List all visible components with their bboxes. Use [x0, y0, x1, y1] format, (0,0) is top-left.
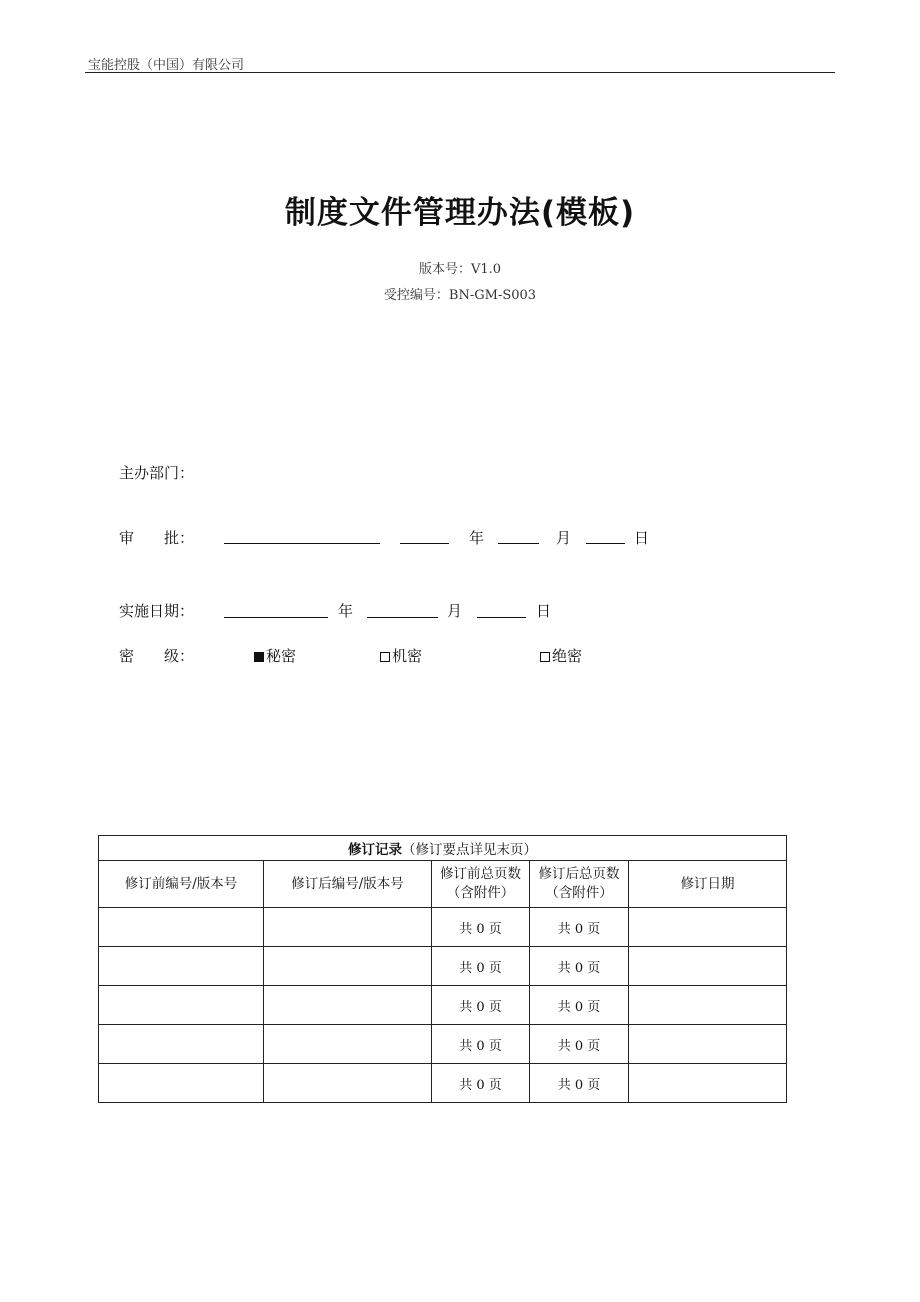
before-pages-cell: 共 0 页: [432, 1025, 530, 1064]
before-version-cell[interactable]: [99, 1064, 264, 1103]
secrecy-option-top-secret[interactable]: [540, 645, 582, 666]
table-row: [99, 947, 787, 986]
before-pages-cell: 共 0 页: [432, 947, 530, 986]
secrecy-label: 密 级：: [119, 647, 195, 665]
revision-table-header-row: [99, 861, 787, 908]
secrecy-option-confidential[interactable]: [380, 645, 422, 666]
before-version-cell[interactable]: [99, 986, 264, 1025]
department-field: [119, 462, 194, 483]
after-pages-cell: 共 0 页: [530, 1064, 629, 1103]
revision-record-table: [98, 835, 787, 1103]
approver-signature-blank[interactable]: [224, 543, 380, 544]
before-pages-cell: 共 0 页: [432, 908, 530, 947]
after-pages-cell: 共 0 页: [530, 986, 629, 1025]
revision-table-title: [99, 836, 787, 861]
revision-date-cell[interactable]: [629, 986, 787, 1025]
implement-year-unit: 年: [338, 602, 354, 620]
column-header: [530, 861, 629, 908]
revision-title-note: （修订要点详见末页）: [402, 842, 537, 858]
secrecy-option-secret[interactable]: [254, 645, 296, 666]
approval-label: 审 批：: [119, 529, 195, 547]
approval-month-unit: 月: [556, 529, 572, 547]
before-version-cell[interactable]: [99, 947, 264, 986]
after-version-cell[interactable]: [264, 908, 432, 947]
revision-date-cell[interactable]: [629, 1064, 787, 1103]
secrecy-option-label: 机密: [392, 647, 423, 665]
revision-title-bold: 修订记录: [348, 842, 402, 858]
table-row: [99, 986, 787, 1025]
after-version-cell[interactable]: [264, 947, 432, 986]
implement-date-label: 实施日期：: [119, 602, 195, 620]
implement-day-blank[interactable]: [477, 617, 526, 618]
implement-date-field: [119, 600, 194, 621]
after-pages-cell: 共 0 页: [530, 908, 629, 947]
table-row: [99, 1025, 787, 1064]
company-name: 宝能控股（中国）有限公司: [88, 58, 245, 73]
implement-month-unit: 月: [447, 602, 463, 620]
control-number: 受控编号：BN-GM-S003: [383, 288, 537, 303]
implement-day-unit: 日: [536, 602, 552, 620]
table-row: [99, 908, 787, 947]
before-pages-cell: 共 0 页: [432, 1064, 530, 1103]
secrecy-option-label: 秘密: [266, 647, 297, 665]
column-header-sub: （含附件）: [446, 885, 515, 901]
secrecy-option-label: 绝密: [552, 647, 583, 665]
after-version-cell[interactable]: [264, 986, 432, 1025]
column-header: 修订前编号/版本号: [99, 861, 264, 908]
column-header-main: 修订后总页数: [538, 866, 620, 882]
before-version-cell[interactable]: [99, 1025, 264, 1064]
revision-date-cell[interactable]: [629, 908, 787, 947]
column-header: 修订日期: [629, 861, 787, 908]
column-header: [432, 861, 530, 908]
column-header: 修订后编号/版本号: [264, 861, 432, 908]
department-label: 主办部门：: [119, 464, 195, 482]
approval-year-unit: 年: [469, 529, 485, 547]
approval-day-blank[interactable]: [586, 543, 625, 544]
header-divider: [85, 72, 835, 73]
checked-box-icon: [254, 652, 264, 662]
approval-field: [119, 527, 194, 548]
before-version-cell[interactable]: [99, 908, 264, 947]
approval-month-blank[interactable]: [498, 543, 539, 544]
implement-year-blank[interactable]: [224, 617, 328, 618]
unchecked-box-icon: [540, 652, 550, 662]
revision-date-cell[interactable]: [629, 947, 787, 986]
approval-year-blank[interactable]: [400, 543, 449, 544]
implement-month-blank[interactable]: [367, 617, 438, 618]
unchecked-box-icon: [380, 652, 390, 662]
version-number: 版本号：V1.0: [418, 262, 502, 277]
after-version-cell[interactable]: [264, 1064, 432, 1103]
after-version-cell[interactable]: [264, 1025, 432, 1064]
revision-date-cell[interactable]: [629, 1025, 787, 1064]
approval-day-unit: 日: [634, 529, 650, 547]
secrecy-field: [119, 645, 194, 666]
table-row: [99, 1064, 787, 1103]
after-pages-cell: 共 0 页: [530, 947, 629, 986]
revision-table-title-row: [99, 836, 787, 861]
before-pages-cell: 共 0 页: [432, 986, 530, 1025]
after-pages-cell: 共 0 页: [530, 1025, 629, 1064]
column-header-main: 修订前总页数: [440, 866, 521, 882]
column-header-sub: （含附件）: [545, 885, 613, 901]
document-title: 制度文件管理办法(模板): [284, 195, 636, 231]
